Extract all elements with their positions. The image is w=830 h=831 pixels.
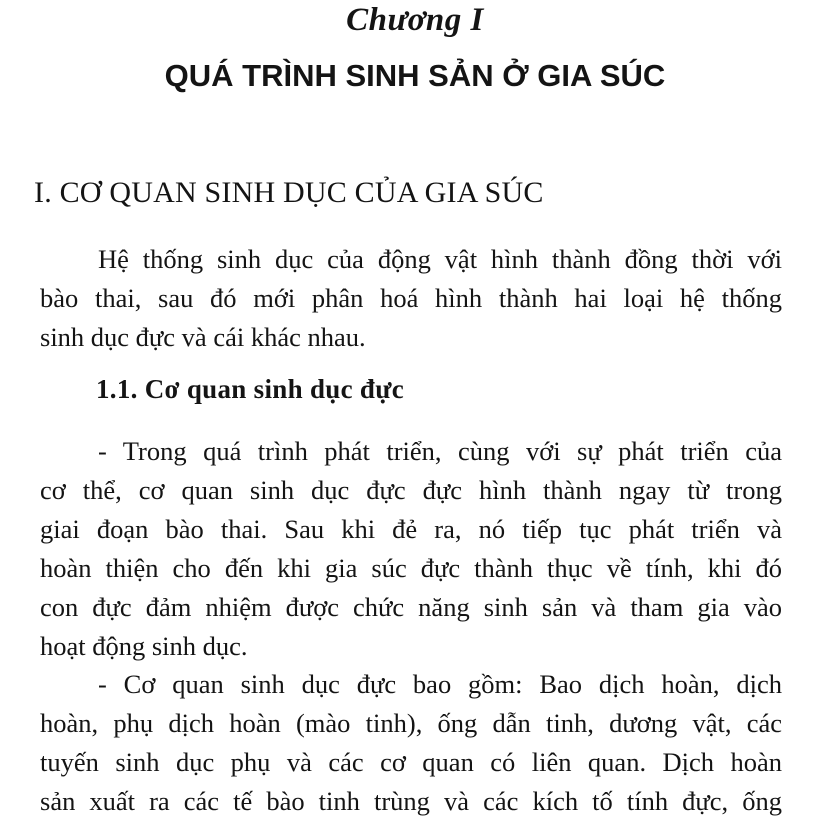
paragraph-line: sinh dục đực và cái khác nhau. bbox=[40, 322, 366, 352]
paragraph-line: bào thai, sau đó mới phân hoá hình thành hai loại hệ thống bbox=[40, 283, 782, 313]
paragraph-line: Hệ thống sinh dục của động vật hình thành đồng thời với bbox=[98, 244, 782, 274]
paragraph-line: tuyến sinh dục phụ và các cơ quan có liên quan. Dịch hoàn bbox=[40, 747, 782, 777]
section-heading: I. CƠ QUAN SINH DỤC CỦA GIA SÚC bbox=[34, 176, 544, 209]
chapter-label: Chương I bbox=[346, 2, 484, 38]
paragraph-line: hoạt động sinh dục. bbox=[40, 631, 248, 661]
paragraph-line: - Cơ quan sinh dục đực bao gồm: Bao dịch hoàn, dịch bbox=[98, 669, 782, 699]
subsection-heading: 1.1. Cơ quan sinh dục đực bbox=[96, 374, 405, 404]
paragraph-line: cơ thể, cơ quan sinh dục đực đực hình thành ngay từ trong bbox=[40, 475, 782, 505]
paragraph-intro bbox=[40, 240, 782, 357]
paragraph-line: con đực đảm nhiệm được chức năng sinh sản và tham gia vào bbox=[40, 592, 782, 622]
paragraph-organs bbox=[40, 665, 782, 821]
paragraph-line: hoàn, phụ dịch hoàn (mào tinh), ống dẫn tinh, dương vật, các bbox=[40, 708, 782, 738]
paragraph-line: - Trong quá trình phát triển, cùng với sự phát triển của bbox=[98, 436, 782, 466]
paragraph-line: giai đoạn bào thai. Sau khi đẻ ra, nó tiếp tục phát triển và bbox=[40, 514, 782, 544]
chapter-title: QUÁ TRÌNH SINH SẢN Ở GIA SÚC bbox=[164, 58, 666, 93]
paragraph-development bbox=[40, 432, 782, 666]
paragraph-line: hoàn thiện cho đến khi gia súc đực thành thục về tính, khi đó bbox=[40, 553, 782, 583]
paragraph-line: sản xuất ra các tế bào tinh trùng và các kích tố tính đực, ống bbox=[40, 786, 782, 816]
